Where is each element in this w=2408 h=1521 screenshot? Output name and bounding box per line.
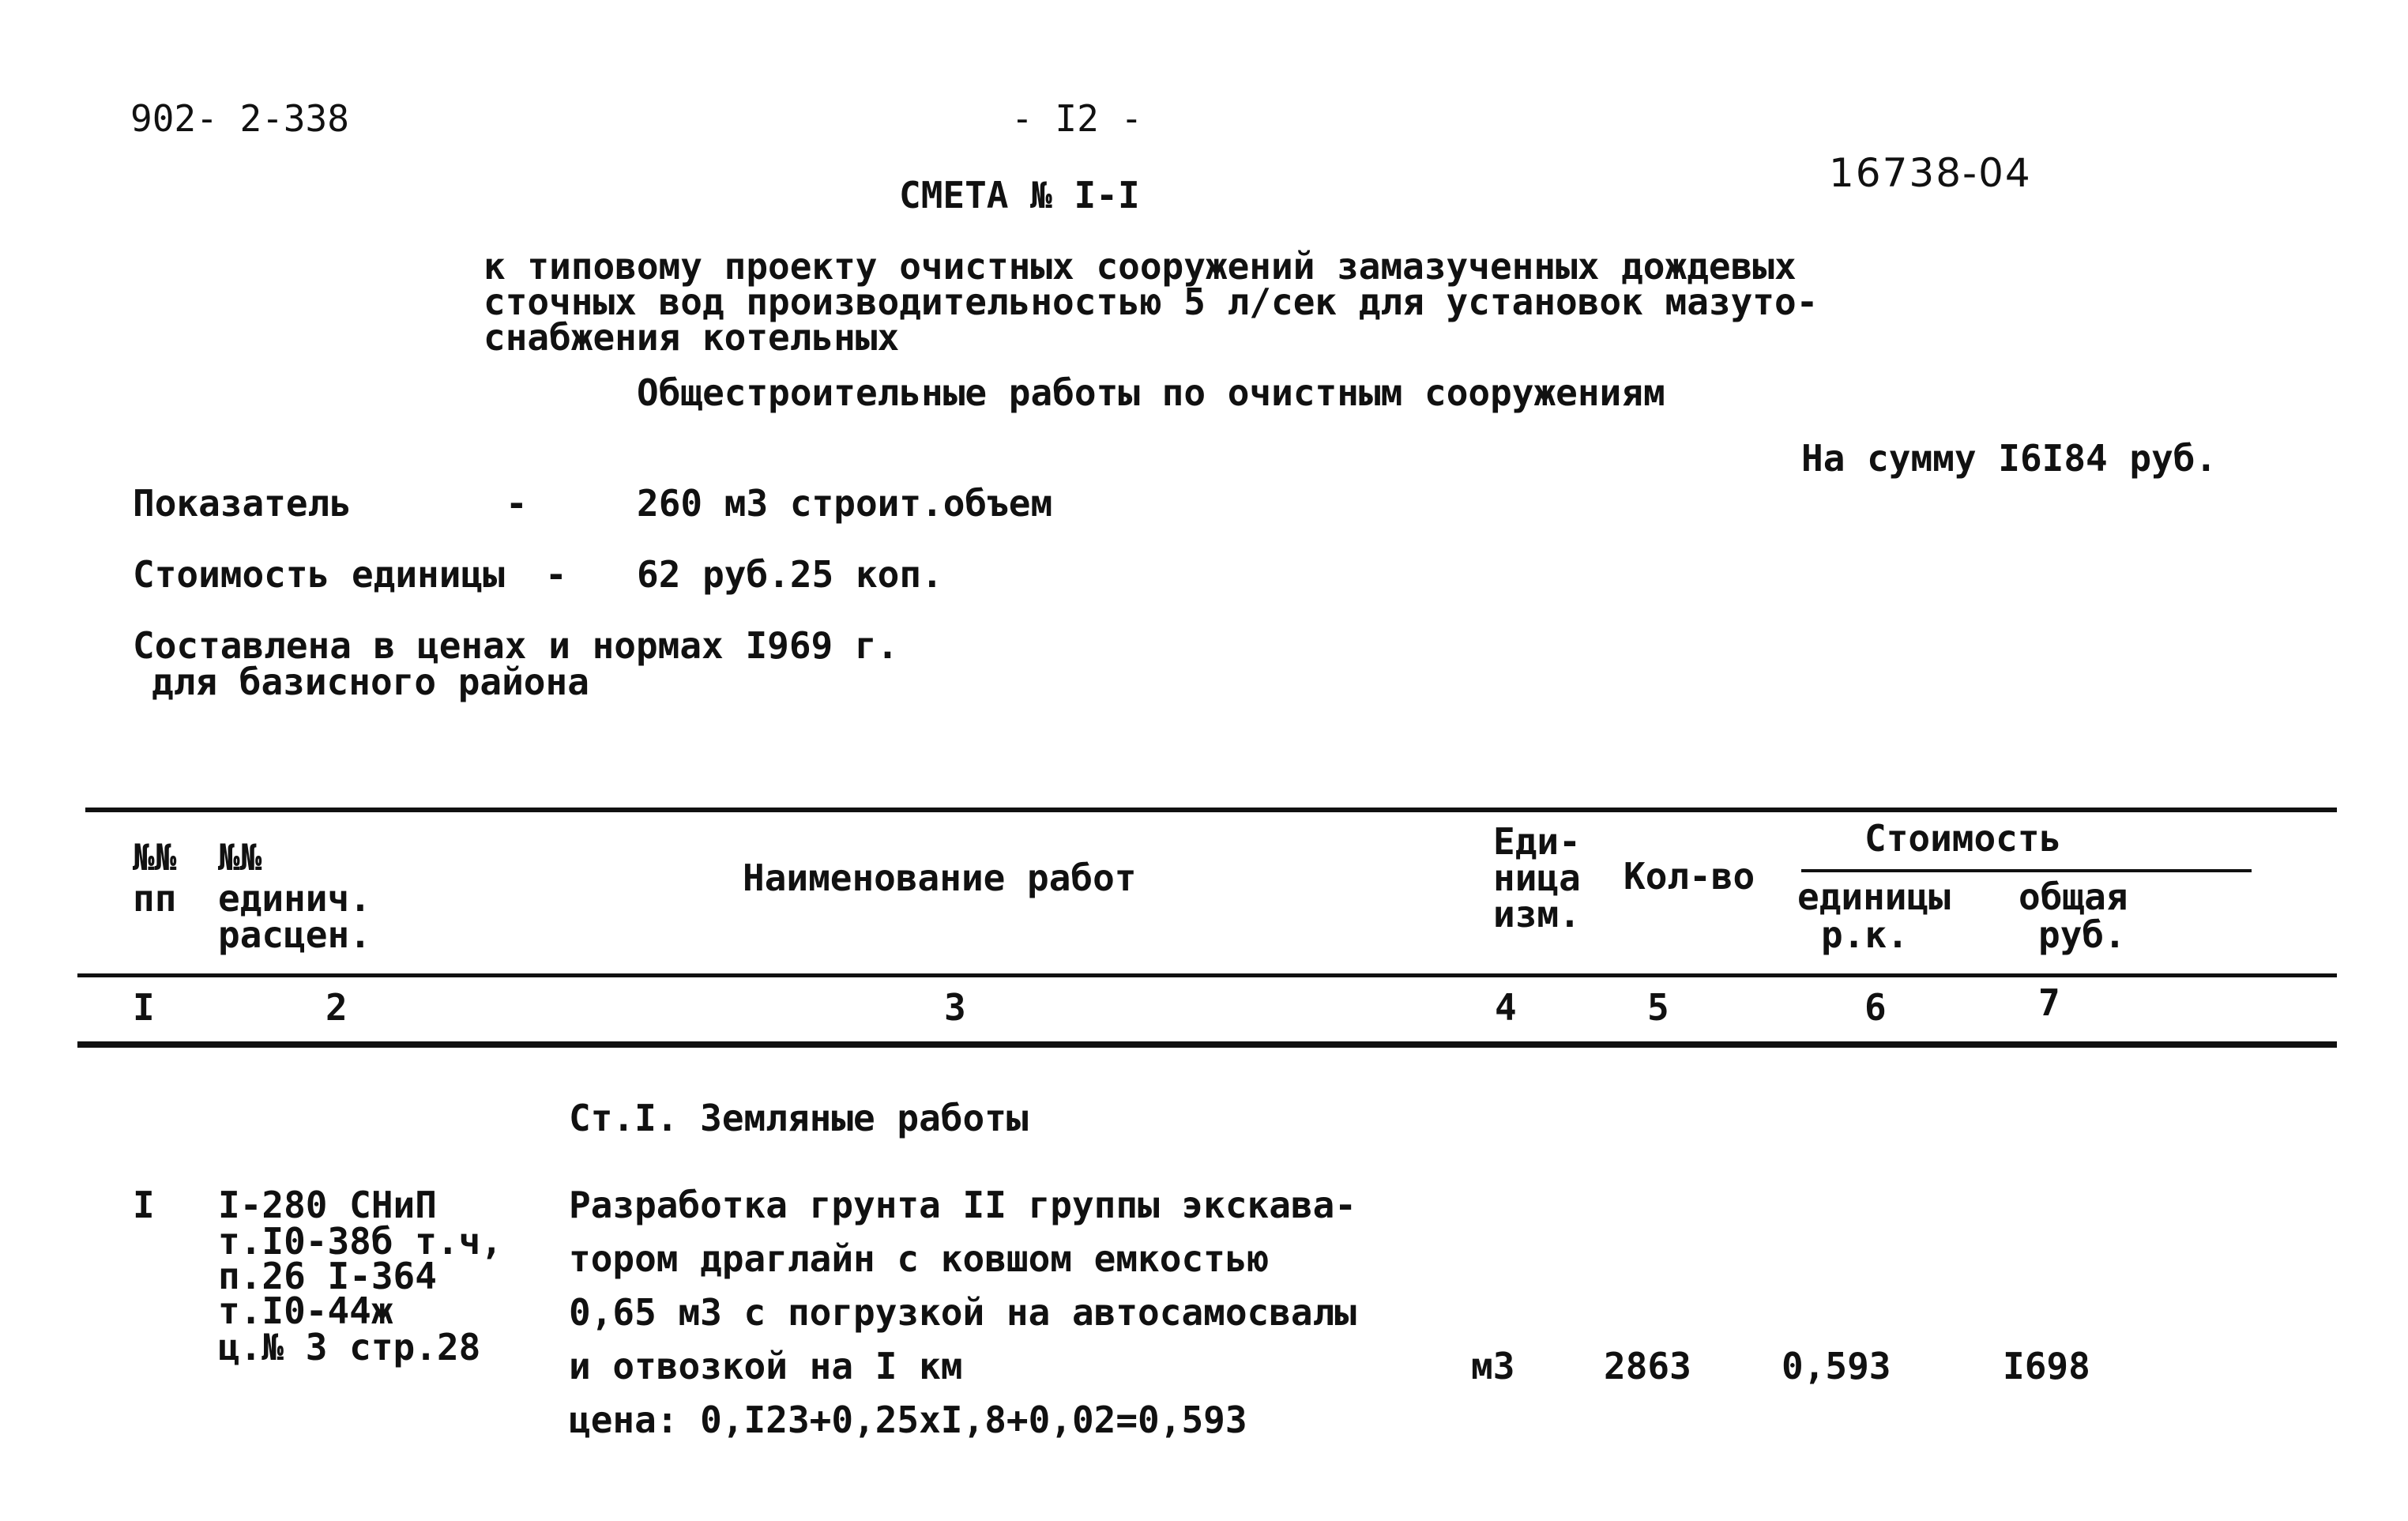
header-unit-a: Еди- (1493, 820, 1581, 863)
rate-code-line-5: ц.№ 3 стр.28 (218, 1326, 481, 1369)
header-col1-b: пп (133, 877, 177, 920)
rate-code-line-3: п.26 I-364 (218, 1255, 437, 1297)
column-number-4: 4 (1495, 986, 1517, 1029)
row-unit-cost: 0,593 (1782, 1345, 1891, 1387)
header-unit-cost-b: р.к. (1821, 913, 1909, 956)
header-unit-b: ница (1493, 857, 1581, 899)
header-unit-cost-a: единицы (1797, 875, 1951, 918)
row-total: I698 (2003, 1345, 2090, 1387)
section-title: Ст.I. Земляные работы (569, 1097, 1029, 1139)
header-total-a: общая (2019, 875, 2128, 918)
indicator-dash: - (506, 482, 528, 525)
prices-line-1: Составлена в ценах и нормах I969 г. (133, 624, 899, 667)
section-subtitle: Общестроительные работы по очистным сооружениям (637, 371, 1665, 414)
indicator-value: 260 м3 строит.объем (637, 482, 1053, 525)
column-number-1: I (133, 986, 155, 1029)
document-title: СМЕТА № I-I (899, 174, 1140, 216)
document-code: 902- 2-338 (130, 97, 349, 140)
column-number-6: 6 (1864, 986, 1887, 1029)
work-desc-line-5: цена: 0,I23+0,25хI,8+0,02=0,593 (569, 1399, 1247, 1441)
column-number-5: 5 (1647, 986, 1669, 1029)
rate-code-line-1: I-280 СНиП (218, 1184, 437, 1226)
table-top-rule (85, 808, 2337, 812)
intro-line-3: снабжения котельных (483, 316, 900, 359)
cost-group-rule (1801, 869, 2252, 872)
rate-code-line-4: т.I0-44ж (218, 1289, 393, 1332)
header-work-name: Наименование работ (743, 857, 1137, 899)
handwritten-code: 16738-04 (1829, 150, 2032, 196)
row-quantity: 2863 (1604, 1345, 1691, 1387)
row-number: I (133, 1184, 155, 1226)
intro-line-1: к типовому проекту очистных сооружений замазученных дождевых (483, 245, 1797, 288)
header-quantity: Кол-во (1624, 855, 1755, 898)
page-number: - I2 - (1011, 97, 1143, 140)
work-desc-line-4: и отвозкой на I км (569, 1345, 963, 1387)
unit-cost-dash: - (545, 553, 567, 596)
total-sum: На сумму I6I84 руб. (1801, 437, 2218, 480)
indicator-label: Показатель (133, 482, 352, 525)
rate-code-line-2: т.I0-38б т.ч, (218, 1220, 503, 1263)
work-desc-line-2: тором драглайн с ковшом емкостью (569, 1237, 1270, 1280)
prices-line-2: для базисного района (152, 661, 589, 703)
header-unit-c: изм. (1493, 893, 1581, 936)
header-col2-a: №№ (218, 836, 262, 879)
work-desc-line-1: Разработка грунта II группы экскава- (569, 1184, 1356, 1226)
header-total-b: руб. (2038, 913, 2126, 956)
column-number-7: 7 (2038, 981, 2060, 1024)
column-numbers-rule (77, 1041, 2337, 1048)
unit-cost-label: Стоимость единицы (133, 553, 505, 596)
header-cost-group: Стоимость (1864, 817, 2062, 860)
header-col2-b: единич. (218, 877, 371, 920)
header-bottom-rule (77, 973, 2337, 977)
work-desc-line-3: 0,65 м3 с погрузкой на автосамосвалы (569, 1291, 1356, 1334)
unit-cost-value: 62 руб.25 коп. (637, 553, 943, 596)
row-unit: м3 (1471, 1345, 1515, 1387)
header-col1-a: №№ (133, 836, 177, 879)
intro-line-2: сточных вод производительностью 5 л/сек для установок мазуто- (483, 280, 1819, 323)
column-number-2: 2 (325, 986, 348, 1029)
header-col2-c: расцен. (218, 913, 371, 956)
column-number-3: 3 (944, 986, 966, 1029)
